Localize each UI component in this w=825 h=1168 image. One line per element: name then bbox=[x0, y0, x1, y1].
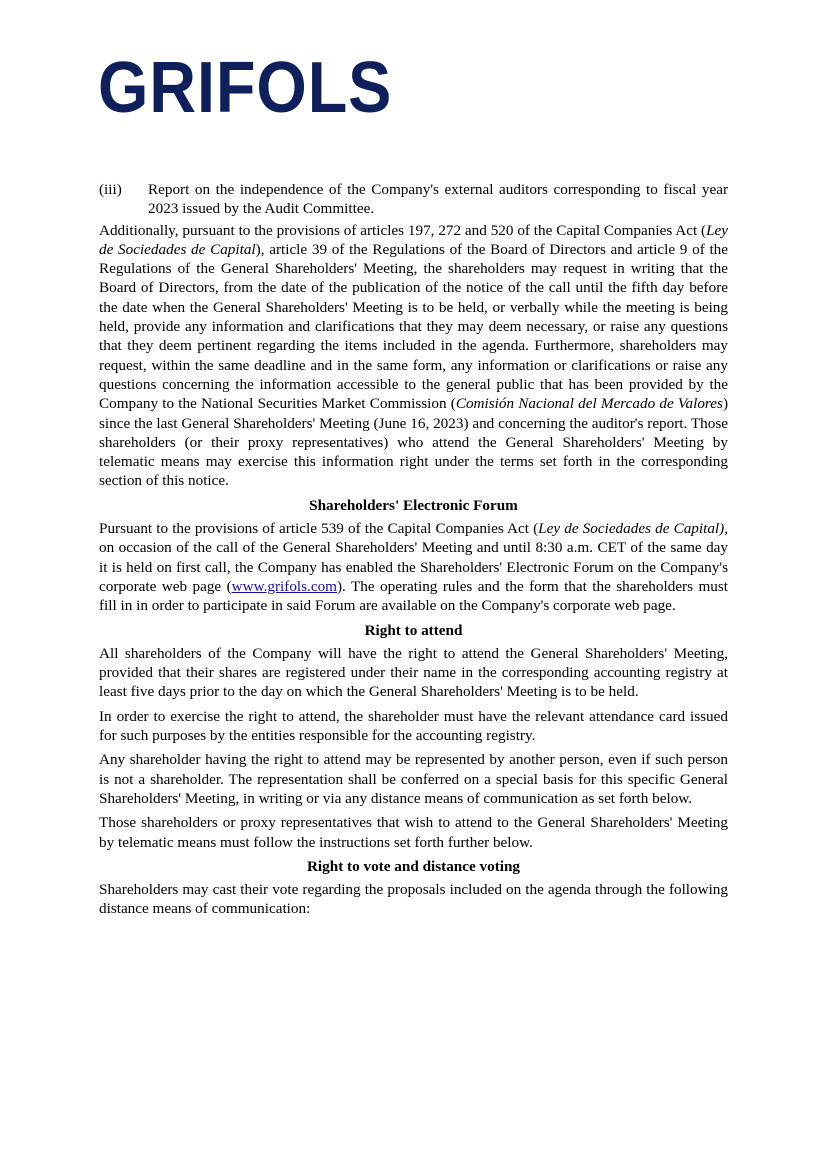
grifols-logo: GRIFOLS bbox=[98, 48, 393, 128]
forum-heading: Shareholders' Electronic Forum bbox=[309, 496, 518, 514]
text-span: Additionally, pursuant to the provisions of articles 197, 272 and 520 of the Capital Companies Act ( bbox=[99, 221, 707, 239]
right-to-attend-heading: Right to attend bbox=[364, 621, 463, 639]
attend-paragraph: All shareholders of the Company will have the right to attend the General Shareholders' Meeting, provided that their shares are registered under their name in the corresponding accounting registry at least five days prior to the day on which the General Shareholders' Meeting is to be held. bbox=[99, 644, 728, 701]
list-item-number: (iii) bbox=[99, 181, 122, 198]
grifols-website-link[interactable]: www.grifols.com bbox=[231, 577, 337, 595]
text-span: Pursuant to the provisions of article 539 of the Capital Companies Act ( bbox=[99, 520, 539, 538]
list-item-text: Report on the independence of the Company's external auditors corresponding to fiscal year 2023 issued by the Audit Committee. bbox=[148, 181, 728, 218]
text-span: ). The operating rules and the form that the shareholders must fill in in order to participate in said Forum are available on the Company's corporate web page. bbox=[99, 577, 728, 615]
attend-paragraph: Any shareholder having the right to attend may be represented by another person, even if such person is not a shareholder. The representation shall be conferred on a special basis for this specific General Shareholders' Meeting, in writing or via any distance means of communication as set forth below. bbox=[99, 751, 728, 807]
italic-text: Ley de Sociedades de Capital) bbox=[538, 520, 725, 538]
right-to-vote-heading: Right to vote and distance voting bbox=[306, 857, 521, 875]
text-span: , on occasion of the call of the General Shareholders' Meeting and until 8:30 a.m. CET of the same day it is held on first call, the Company has enabled the Shareholders' Electronic Forum on the Company's corporate web page ( bbox=[99, 520, 728, 595]
information-right-paragraph bbox=[99, 221, 728, 491]
text-span: ), article 39 of the Regulations of the Board of Directors and article 9 of the Regulations of the General Shareholders' Meeting, the shareholders may request in writing that the Board of Directors, from the date of the publication of the notice of the call until the fifth day before the date when the General Shareholders' Meeting is to be held, or verbally while the meeting is being held, provide any information and clarifications that they may deem necessary, or raise any questions that they deem pertinent regarding the items included in the agenda. Furthermore, shareholders may request, within the same deadline and in the same form, any information or clarifications or raise any questions concerning the information accessible to the general public that has been provided by the Company to the National Securities Market Commission ( bbox=[99, 240, 729, 413]
list-item bbox=[99, 180, 728, 219]
italic-text: Ley de Sociedades de Capital bbox=[99, 221, 728, 258]
attend-paragraph: In order to exercise the right to attend, the shareholder must have the relevant attendance card issued for such purposes by the entities responsible for the accounting registry. bbox=[99, 707, 728, 745]
forum-paragraph bbox=[99, 519, 728, 615]
vote-paragraph: Shareholders may cast their vote regarding the proposals included on the agenda through the following distance means of communication: bbox=[99, 881, 728, 918]
text-span: ) since the last General Shareholders' Meeting (June 16, 2023) and concerning the auditor's report. Those shareholders (or their proxy representatives) who attend the General Shareholders' Meeting by telematic means may exercise this information right under the terms set forth in the corresponding section of this notice. bbox=[99, 395, 728, 490]
attend-paragraph: Those shareholders or proxy representatives that wish to attend to the General Shareholders' Meeting by telematic means must follow the instructions set forth further below. bbox=[99, 814, 728, 851]
italic-text: Comisión Nacional del Mercado de Valores bbox=[455, 395, 723, 413]
document-body bbox=[99, 180, 728, 924]
